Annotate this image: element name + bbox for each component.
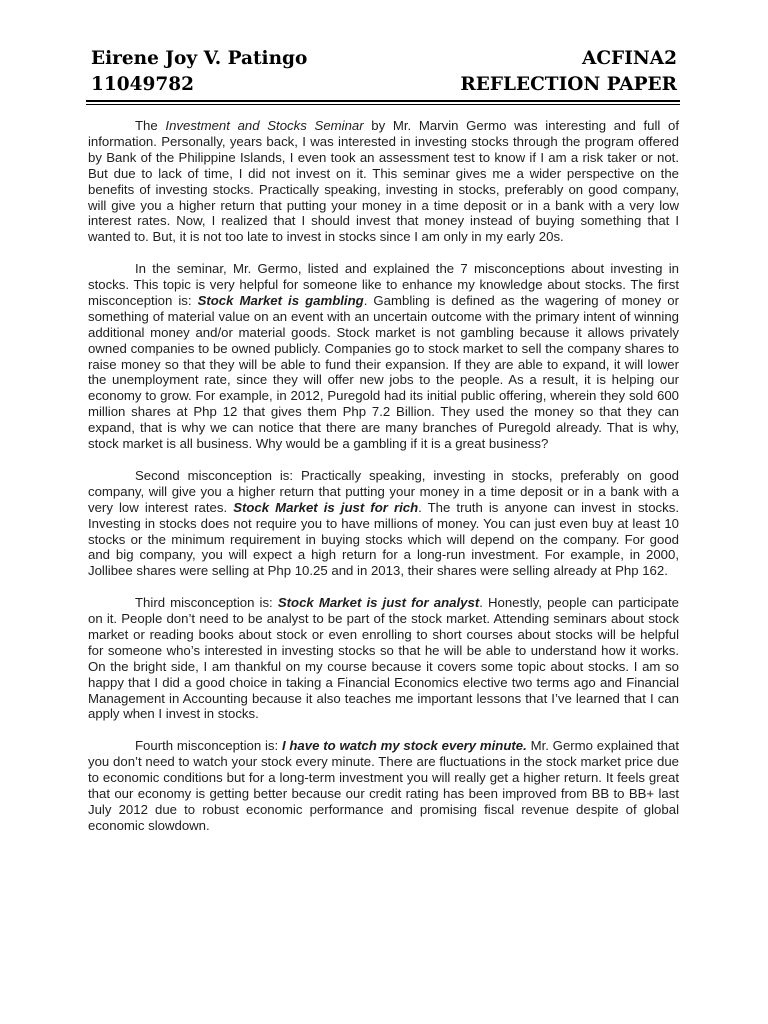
paragraph-1 bbox=[88, 118, 679, 245]
misconception-2-heading: Stock Market is just for rich bbox=[233, 499, 419, 515]
paragraph-2-text-c: . Gambling is defined as the wagering of money or something of material value on an event with an uncertain outcome with the primary intent of winning additional money and/or material goods. Stock market is not gambling because it allows privately owned companies to be owned publicly. Companies go to stock market to sell the company shares to raise money so that they will be able to fund their expansion. If they are able to expand, it will lower the unemployment rate, since they will offer new jobs to the people. As a result, it is helping our economy to grow. For example, in 2012, Puregold had its initial public offering, wherein they sold 600 million shares at Php 12 that gives them Php 7.2 Billion. They used the money so that they can expand, that is why we can notice that there are many branches of Puregold already. That is why, stock market is all business. Why would be a gambling if it is a great business? bbox=[88, 292, 679, 452]
paragraph-5-text-c: Mr. Germo explained that you don’t need to watch your stock every minute. There are fluctuations in the stock market price due to economic conditions but for a long-term investment you will really get a higher return. It feels great that our economy is getting better because our credit rating has been improved from BB to BB+ last July 2012 due to robust economic performance and promising fiscal revenue despite of global economic slowdown. bbox=[88, 738, 679, 833]
misconception-1-heading: Stock Market is gambling bbox=[197, 292, 364, 308]
paragraph-3 bbox=[88, 468, 679, 579]
paragraph-4 bbox=[88, 595, 679, 722]
paragraph-5-text-a: Fourth misconception is: bbox=[135, 738, 282, 754]
header-rule-thick bbox=[86, 100, 680, 102]
paragraph-1-text-a: The bbox=[135, 118, 166, 133]
document-body bbox=[88, 118, 679, 850]
paragraph-2-text-a: In the seminar, Mr. Germo, listed and explained the 7 misconceptions about investing in stocks. This topic is very helpful for someone like to enhance my knowledge about stocks. The first misconception is: bbox=[88, 261, 679, 308]
paragraph-4-text-c: . Honestly, people can participate on it. People don’t need to be analyst to be part of the stock market. Attending seminars about stock market or reading books about stock or even enrolling to short courses about stocks will be helpful for someone who’s interested in investing stocks so that he will be able to understand how it works. On the bright side, I am thankful on my course because it covers some topic about stocks. I am so happy that I did a good choice in taking a Financial Economics elective two terms ago and Financial Management in Accounting because it also teaches me important lessons that I’ve learned that I can apply when I invest in stocks. bbox=[88, 595, 679, 722]
student-id: 11049782 bbox=[91, 74, 194, 95]
misconception-3-heading: Stock Market is just for analyst bbox=[277, 595, 480, 611]
paragraph-1-text-c: by Mr. Marvin Germo was interesting and full of information. Personally, years back, I was interested in investing stocks through the program offered by Bank of the Philippine Islands, I even took an assessment test to know if I am a risk taker or not. But due to lack of time, I did not invest on it. This seminar gives me a wider perspective on the benefits of investing stocks. Practically speaking, investing in stocks, preferably on good company, will give you a higher return that putting your money in a time deposit or in a bank with a very low interest rates. Now, I realized that I should invest that money instead of buying something that I wanted to. But, it is not too late to invest in stocks since I am only in my early 20s. bbox=[88, 118, 679, 245]
paragraph-3-text-c: . The truth is anyone can invest in stocks. Investing in stocks does not require you to have millions of money. You can just even buy at least 10 stocks or the minimum requirement in buying stocks which will depend on the company. For good and big company, you will expect a high return for a long-run investment. For example, in 2000, Jollibee shares were selling at Php 10.25 and in 2013, their shares were selling already at Php 162. bbox=[88, 499, 679, 579]
seminar-title: Investment and Stocks Seminar bbox=[165, 118, 364, 133]
document-header bbox=[91, 46, 677, 98]
paragraph-4-text-a: Third misconception is: bbox=[135, 595, 278, 611]
misconception-4-heading: I have to watch my stock every minute. bbox=[281, 738, 527, 754]
header-row-2 bbox=[91, 72, 677, 98]
paragraph-3-text-a: Second misconception is: Practically speaking, investing in stocks, preferably on good company, will give you a higher return that putting your money in a time deposit or in a bank with a very low interest rates. bbox=[88, 467, 679, 515]
document-type: REFLECTION PAPER bbox=[460, 74, 677, 95]
paragraph-5 bbox=[88, 738, 679, 833]
course-code: ACFINA2 bbox=[581, 48, 677, 69]
header-rule-thin bbox=[86, 104, 680, 105]
paragraph-2 bbox=[88, 261, 679, 452]
author-name: Eirene Joy V. Patingo bbox=[91, 48, 308, 69]
header-row-1 bbox=[91, 46, 677, 72]
